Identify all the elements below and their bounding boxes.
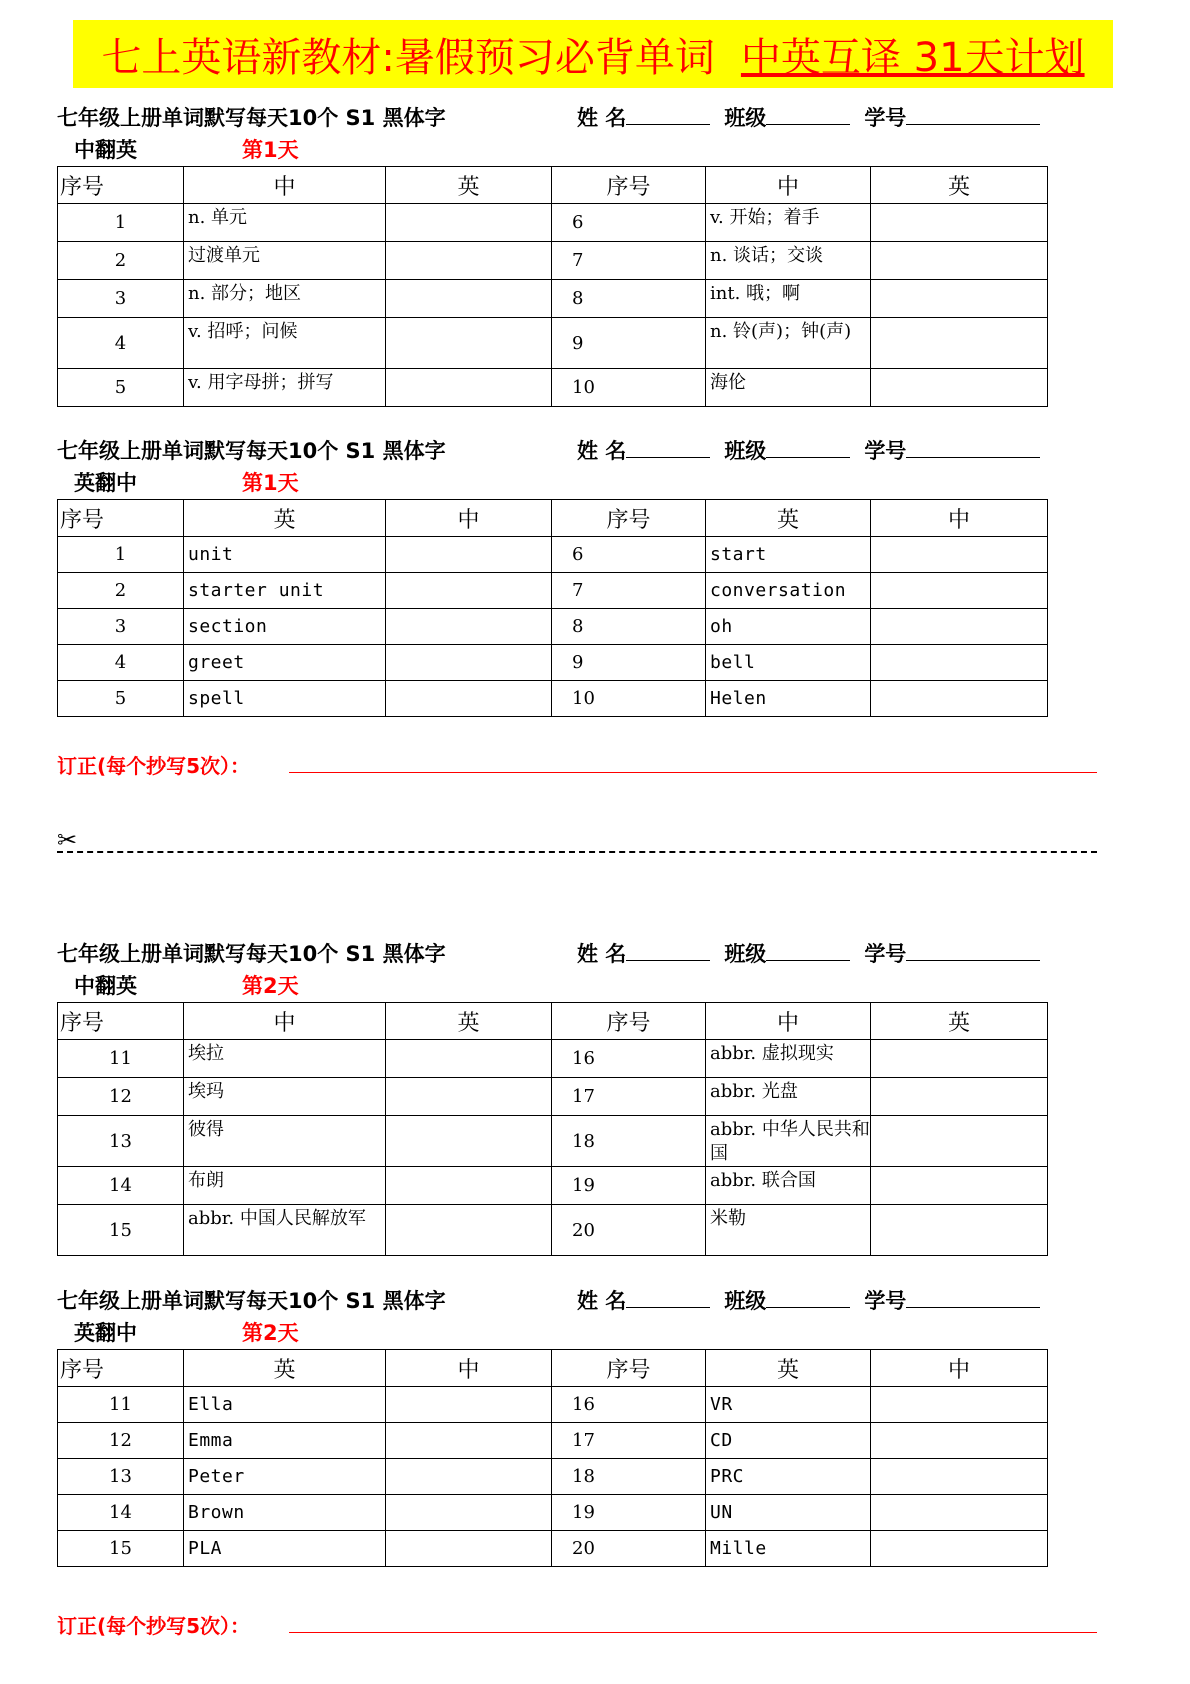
answer-cell[interactable] [871, 537, 1048, 573]
title-sub: 中英互译 31天计划 [740, 34, 1085, 81]
correction-line-2 [57, 1610, 1097, 1644]
prompt-word: 海伦 [706, 369, 871, 407]
table-row [58, 645, 1048, 681]
table-row [58, 242, 1048, 280]
row-number: 13 [58, 1116, 184, 1167]
answer-cell[interactable] [871, 1495, 1048, 1531]
row-number: 8 [552, 280, 706, 318]
answer-cell[interactable] [386, 318, 552, 369]
class-label: 班级 [724, 106, 767, 130]
row-number: 10 [552, 681, 706, 717]
row-number: 19 [552, 1167, 706, 1205]
id-blank[interactable] [906, 1291, 1040, 1308]
col-header-answer: 中 [871, 500, 1048, 537]
row-number: 16 [552, 1040, 706, 1078]
vocab-table [57, 166, 1048, 407]
student-fields [577, 435, 1040, 465]
table-row [58, 1495, 1048, 1531]
section-day1-en-cn [57, 429, 1137, 717]
class-label: 班级 [724, 942, 767, 966]
col-header-seq: 序号 [58, 167, 184, 204]
prompt-word: Mille [706, 1531, 871, 1567]
answer-cell[interactable] [871, 1459, 1048, 1495]
row-number: 5 [58, 369, 184, 407]
section-header [57, 429, 1137, 465]
col-header-answer: 英 [871, 1003, 1048, 1040]
vocab-table [57, 499, 1048, 717]
col-header-answer: 英 [386, 167, 552, 204]
col-header-answer: 中 [386, 500, 552, 537]
prompt-word: n. 铃(声)；钟(声) [706, 318, 871, 369]
table-row [58, 1205, 1048, 1256]
prompt-word: CD [706, 1423, 871, 1459]
col-header-seq: 序号 [552, 1350, 706, 1387]
prompt-word: abbr. 中华人民共和国 [706, 1116, 871, 1167]
row-number: 1 [58, 537, 184, 573]
student-fields [577, 1285, 1040, 1315]
name-label: 姓 名 [577, 1289, 627, 1313]
row-number: 9 [552, 318, 706, 369]
answer-cell[interactable] [386, 1459, 552, 1495]
table-header-row [58, 1350, 1048, 1387]
answer-cell[interactable] [871, 1167, 1048, 1205]
prompt-word: UN [706, 1495, 871, 1531]
row-number: 15 [58, 1531, 184, 1567]
prompt-word: 过渡单元 [184, 242, 386, 280]
table-header-row [58, 167, 1048, 204]
table-row [58, 1167, 1048, 1205]
answer-cell[interactable] [386, 573, 552, 609]
row-number: 7 [552, 242, 706, 280]
answer-cell[interactable] [871, 573, 1048, 609]
answer-cell[interactable] [871, 1531, 1048, 1567]
answer-cell[interactable] [871, 1040, 1048, 1078]
vocab-table [57, 1002, 1048, 1256]
row-number: 7 [552, 573, 706, 609]
col-header-word: 中 [184, 1003, 386, 1040]
worksheet-heading: 七年级上册单词默写每天10个 S1 黑体字 [57, 106, 446, 130]
row-number: 5 [58, 681, 184, 717]
row-number: 14 [58, 1495, 184, 1531]
prompt-word: greet [184, 645, 386, 681]
student-fields [577, 102, 1040, 132]
col-header-word: 中 [706, 167, 871, 204]
correction-line-1 [57, 750, 1097, 784]
answer-cell[interactable] [386, 609, 552, 645]
answer-cell[interactable] [871, 204, 1048, 242]
translation-mode: 中翻英 [74, 974, 137, 998]
id-label: 学号 [864, 942, 907, 966]
table-row [58, 1423, 1048, 1459]
prompt-word: oh [706, 609, 871, 645]
col-header-answer: 英 [871, 167, 1048, 204]
prompt-word: conversation [706, 573, 871, 609]
answer-cell[interactable] [386, 1116, 552, 1167]
prompt-word: Helen [706, 681, 871, 717]
row-number: 8 [552, 609, 706, 645]
answer-cell[interactable] [386, 1423, 552, 1459]
sub-header [57, 132, 1137, 166]
answer-cell[interactable] [386, 1495, 552, 1531]
col-header-seq: 序号 [58, 500, 184, 537]
id-blank[interactable] [906, 944, 1040, 961]
title-banner [73, 20, 1113, 88]
title-main: 七上英语新教材:暑假预习必背单词 [101, 34, 715, 81]
prompt-word: starter unit [184, 573, 386, 609]
table-row [58, 1531, 1048, 1567]
name-label: 姓 名 [577, 106, 627, 130]
col-header-word: 英 [706, 500, 871, 537]
answer-cell[interactable] [386, 204, 552, 242]
answer-cell[interactable] [871, 1205, 1048, 1256]
row-number: 20 [552, 1531, 706, 1567]
col-header-word: 英 [184, 500, 386, 537]
id-label: 学号 [864, 1289, 907, 1313]
answer-cell[interactable] [386, 1078, 552, 1116]
prompt-word: unit [184, 537, 386, 573]
prompt-word: v. 开始；着手 [706, 204, 871, 242]
prompt-word: spell [184, 681, 386, 717]
row-number: 12 [58, 1423, 184, 1459]
worksheet-heading: 七年级上册单词默写每天10个 S1 黑体字 [57, 942, 446, 966]
answer-cell[interactable] [386, 242, 552, 280]
table-row [58, 1078, 1048, 1116]
col-header-answer: 中 [871, 1350, 1048, 1387]
prompt-word: n. 谈话；交谈 [706, 242, 871, 280]
section-header [57, 932, 1137, 968]
prompt-word: Peter [184, 1459, 386, 1495]
table-row [58, 537, 1048, 573]
prompt-word: Brown [184, 1495, 386, 1531]
answer-cell[interactable] [871, 242, 1048, 280]
col-header-word: 英 [706, 1350, 871, 1387]
answer-cell[interactable] [871, 280, 1048, 318]
prompt-word: v. 用字母拼；拼写 [184, 369, 386, 407]
col-header-seq: 序号 [58, 1003, 184, 1040]
student-fields [577, 938, 1040, 968]
table-row [58, 204, 1048, 242]
row-number: 14 [58, 1167, 184, 1205]
section-day2-en-cn [57, 1279, 1137, 1567]
row-number: 3 [58, 609, 184, 645]
prompt-word: n. 单元 [184, 204, 386, 242]
row-number: 13 [58, 1459, 184, 1495]
class-blank[interactable] [766, 441, 850, 458]
row-number: 4 [58, 318, 184, 369]
row-number: 2 [58, 242, 184, 280]
row-number: 16 [552, 1387, 706, 1423]
row-number: 6 [552, 537, 706, 573]
answer-cell[interactable] [871, 1423, 1048, 1459]
worksheet-heading: 七年级上册单词默写每天10个 S1 黑体字 [57, 439, 446, 463]
table-row [58, 681, 1048, 717]
section-day2-cn-en [57, 932, 1137, 1256]
row-number: 17 [552, 1423, 706, 1459]
prompt-word: 彼得 [184, 1116, 386, 1167]
col-header-seq: 序号 [552, 500, 706, 537]
name-label: 姓 名 [577, 439, 627, 463]
prompt-word: n. 部分；地区 [184, 280, 386, 318]
prompt-word: 埃玛 [184, 1078, 386, 1116]
row-number: 10 [552, 369, 706, 407]
answer-cell[interactable] [386, 681, 552, 717]
section-header [57, 96, 1137, 132]
answer-cell[interactable] [386, 1531, 552, 1567]
table-row [58, 318, 1048, 369]
id-blank[interactable] [906, 108, 1040, 125]
col-header-word: 英 [184, 1350, 386, 1387]
correction-label: 订正(每个抄写5次）： [57, 754, 251, 778]
prompt-word: 埃拉 [184, 1040, 386, 1078]
answer-cell[interactable] [871, 645, 1048, 681]
table-row [58, 1387, 1048, 1423]
scissors-icon: ✂ [57, 826, 78, 854]
answer-cell[interactable] [871, 369, 1048, 407]
vocab-table [57, 1349, 1048, 1567]
row-number: 17 [552, 1078, 706, 1116]
col-header-word: 中 [706, 1003, 871, 1040]
translation-mode: 英翻中 [74, 1321, 137, 1345]
row-number: 1 [58, 204, 184, 242]
col-header-answer: 中 [386, 1350, 552, 1387]
table-row [58, 280, 1048, 318]
row-number: 3 [58, 280, 184, 318]
dashed-divider [57, 851, 1097, 853]
correction-label: 订正(每个抄写5次）： [57, 1614, 251, 1638]
col-header-answer: 英 [386, 1003, 552, 1040]
col-header-seq: 序号 [552, 167, 706, 204]
prompt-word: abbr. 虚拟现实 [706, 1040, 871, 1078]
day-label: 第1天 [242, 138, 299, 162]
prompt-word: abbr. 光盘 [706, 1078, 871, 1116]
id-label: 学号 [864, 439, 907, 463]
col-header-word: 中 [184, 167, 386, 204]
row-number: 11 [58, 1387, 184, 1423]
answer-cell[interactable] [871, 609, 1048, 645]
correction-underline [289, 772, 1097, 773]
row-number: 2 [58, 573, 184, 609]
answer-cell[interactable] [871, 1116, 1048, 1167]
answer-cell[interactable] [871, 1078, 1048, 1116]
row-number: 11 [58, 1040, 184, 1078]
row-number: 4 [58, 645, 184, 681]
answer-cell[interactable] [871, 1387, 1048, 1423]
prompt-word: VR [706, 1387, 871, 1423]
prompt-word: int. 哦；啊 [706, 280, 871, 318]
name-blank[interactable] [626, 441, 710, 458]
row-number: 6 [552, 204, 706, 242]
worksheet-heading: 七年级上册单词默写每天10个 S1 黑体字 [57, 1289, 446, 1313]
answer-cell[interactable] [871, 318, 1048, 369]
answer-cell[interactable] [386, 1205, 552, 1256]
translation-mode: 英翻中 [74, 471, 137, 495]
name-blank[interactable] [626, 944, 710, 961]
row-number: 19 [552, 1495, 706, 1531]
prompt-word: abbr. 联合国 [706, 1167, 871, 1205]
name-label: 姓 名 [577, 942, 627, 966]
class-blank[interactable] [766, 108, 850, 125]
prompt-word: 米勒 [706, 1205, 871, 1256]
prompt-word: abbr. 中国人民解放军 [184, 1205, 386, 1256]
correction-underline [289, 1632, 1097, 1633]
class-blank[interactable] [766, 944, 850, 961]
answer-cell[interactable] [871, 681, 1048, 717]
row-number: 9 [552, 645, 706, 681]
answer-cell[interactable] [386, 537, 552, 573]
prompt-word: bell [706, 645, 871, 681]
day-label: 第2天 [242, 1321, 299, 1345]
section-header [57, 1279, 1137, 1315]
table-row [58, 369, 1048, 407]
table-header-row [58, 500, 1048, 537]
answer-cell[interactable] [386, 280, 552, 318]
day-label: 第1天 [242, 471, 299, 495]
sub-header [57, 1315, 1137, 1349]
prompt-word: Ella [184, 1387, 386, 1423]
class-label: 班级 [724, 1289, 767, 1313]
row-number: 15 [58, 1205, 184, 1256]
prompt-word: PRC [706, 1459, 871, 1495]
row-number: 20 [552, 1205, 706, 1256]
answer-cell[interactable] [386, 1167, 552, 1205]
table-row [58, 609, 1048, 645]
id-label: 学号 [864, 106, 907, 130]
col-header-seq: 序号 [58, 1350, 184, 1387]
answer-cell[interactable] [386, 645, 552, 681]
day-label: 第2天 [242, 974, 299, 998]
cut-line [57, 826, 1097, 856]
prompt-word: Emma [184, 1423, 386, 1459]
answer-cell[interactable] [386, 1040, 552, 1078]
row-number: 12 [58, 1078, 184, 1116]
table-row [58, 1116, 1048, 1167]
class-label: 班级 [724, 439, 767, 463]
id-blank[interactable] [906, 441, 1040, 458]
translation-mode: 中翻英 [74, 138, 137, 162]
table-row [58, 1040, 1048, 1078]
prompt-word: section [184, 609, 386, 645]
name-blank[interactable] [626, 108, 710, 125]
col-header-seq: 序号 [552, 1003, 706, 1040]
table-row [58, 573, 1048, 609]
section-day1-cn-en [57, 96, 1137, 407]
answer-cell[interactable] [386, 369, 552, 407]
row-number: 18 [552, 1116, 706, 1167]
table-row [58, 1459, 1048, 1495]
prompt-word: 布朗 [184, 1167, 386, 1205]
class-blank[interactable] [766, 1291, 850, 1308]
row-number: 18 [552, 1459, 706, 1495]
prompt-word: start [706, 537, 871, 573]
table-header-row [58, 1003, 1048, 1040]
sub-header [57, 968, 1137, 1002]
name-blank[interactable] [626, 1291, 710, 1308]
sub-header [57, 465, 1137, 499]
answer-cell[interactable] [386, 1387, 552, 1423]
prompt-word: v. 招呼；问候 [184, 318, 386, 369]
prompt-word: PLA [184, 1531, 386, 1567]
